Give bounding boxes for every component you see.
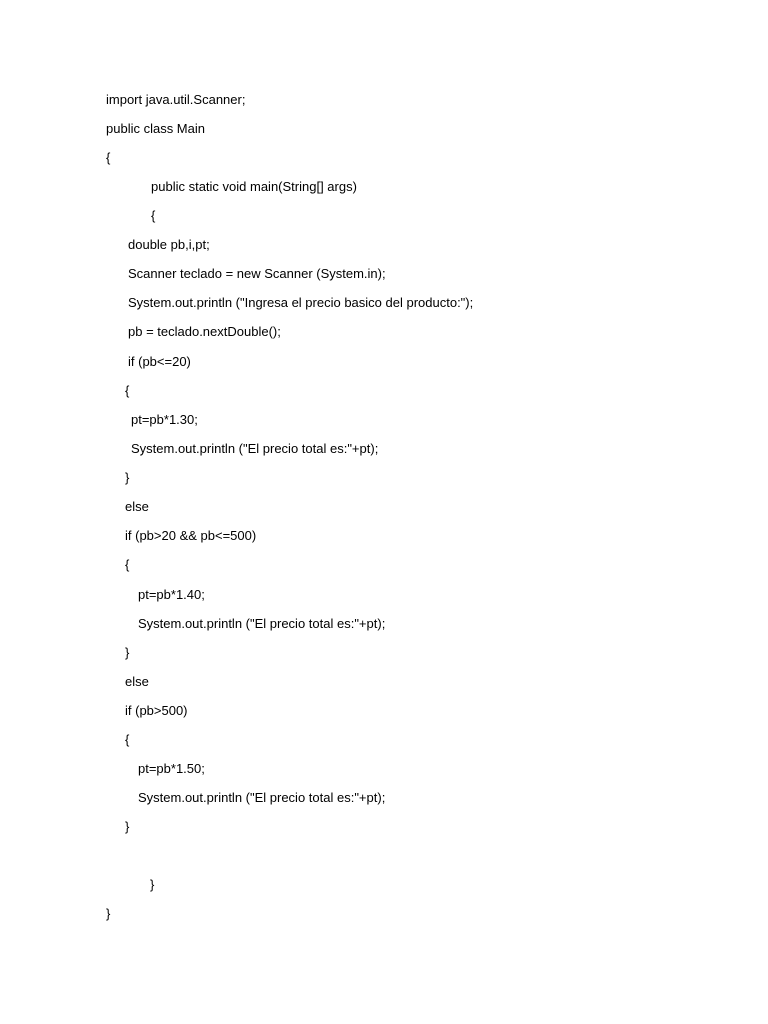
code-line: pt=pb*1.50; xyxy=(138,761,205,776)
code-line: pb = teclado.nextDouble(); xyxy=(128,324,281,339)
code-line: if (pb<=20) xyxy=(128,354,191,369)
code-line: { xyxy=(125,557,130,572)
code-line: pt=pb*1.40; xyxy=(138,587,205,602)
code-line: } xyxy=(125,819,130,834)
code-line: { xyxy=(125,732,130,747)
code-line: { xyxy=(125,383,130,398)
code-line: } xyxy=(125,645,130,660)
code-line: pt=pb*1.30; xyxy=(131,412,198,427)
code-line: System.out.println ("El precio total es:"+pt); xyxy=(131,441,379,456)
code-line: public static void main(String[] args) xyxy=(151,179,357,194)
code-line: } xyxy=(106,906,111,921)
code-line: { xyxy=(106,150,111,165)
code-line: import java.util.Scanner; xyxy=(106,92,246,107)
code-line: } xyxy=(150,877,155,892)
code-line: else xyxy=(125,674,149,689)
code-line: System.out.println ("El precio total es:"+pt); xyxy=(138,790,386,805)
code-line: System.out.println ("El precio total es:"+pt); xyxy=(138,616,386,631)
code-line: if (pb>500) xyxy=(125,703,188,718)
code-line: } xyxy=(125,470,130,485)
code-line: System.out.println ("Ingresa el precio basico del producto:"); xyxy=(128,295,474,310)
code-line: public class Main xyxy=(106,121,205,136)
code-line: if (pb>20 && pb<=500) xyxy=(125,528,257,543)
code-line: else xyxy=(125,499,149,514)
code-line: double pb,i,pt; xyxy=(128,237,210,252)
code-line: Scanner teclado = new Scanner (System.in); xyxy=(128,266,386,281)
code-line: { xyxy=(151,208,156,223)
